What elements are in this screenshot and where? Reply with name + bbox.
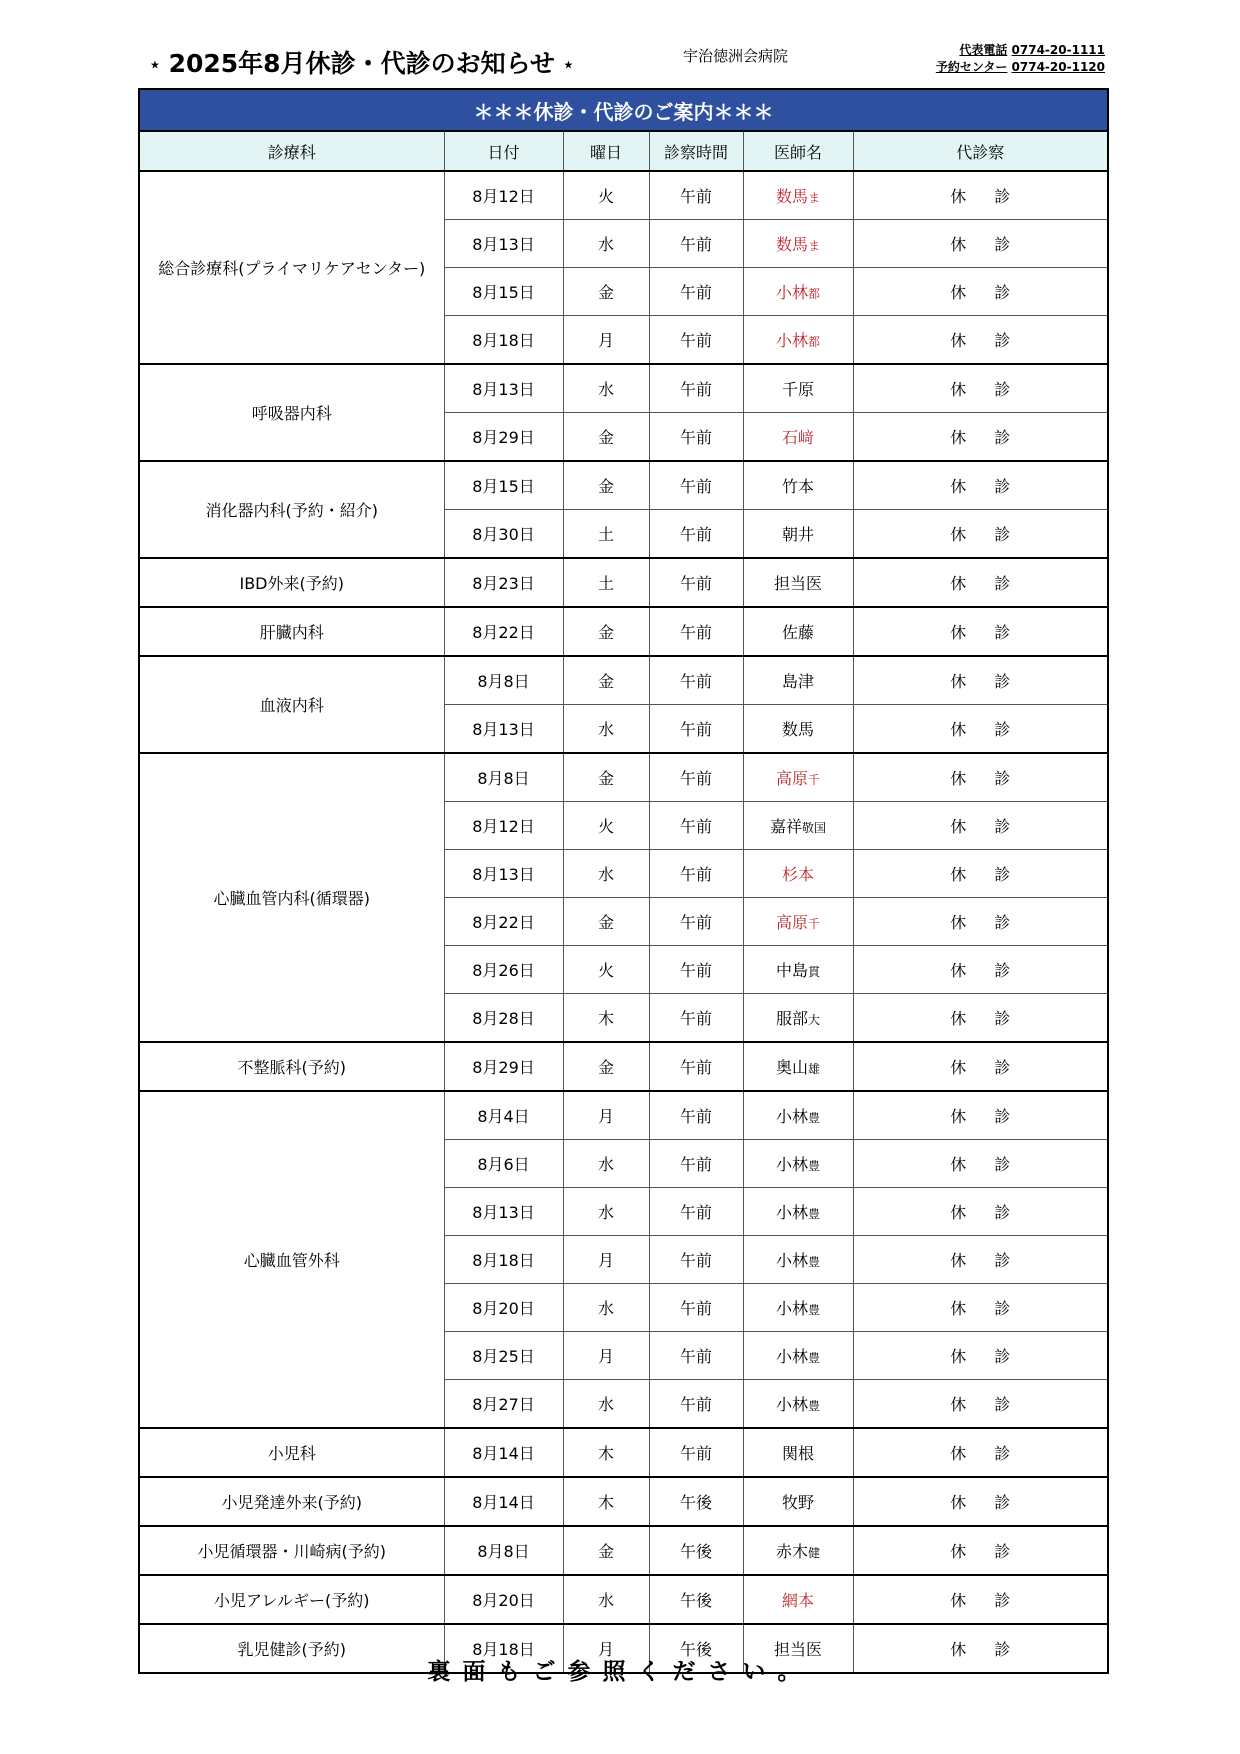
date-cell: 8月22日 — [444, 898, 563, 946]
time-cell: 午前 — [649, 607, 743, 656]
col-header-doctor: 医師名 — [743, 131, 853, 171]
substitute-status: 休診 — [950, 331, 1039, 350]
date-cell: 8月22日 — [444, 607, 563, 656]
doctor-initial: 都 — [808, 335, 821, 349]
substitute-cell — [853, 753, 1108, 802]
date-cell: 8月13日 — [444, 705, 563, 754]
time-cell: 午後 — [649, 1526, 743, 1575]
weekday-cell: 金 — [563, 461, 649, 510]
substitute-status: 休診 — [950, 720, 1039, 739]
weekday-cell: 水 — [563, 1284, 649, 1332]
substitute-status: 休診 — [950, 1009, 1039, 1028]
doctor-initial: 豊 — [808, 1111, 821, 1125]
substitute-cell — [853, 1042, 1108, 1091]
doctor-initial: 雄 — [808, 1062, 821, 1076]
department-cell: 総合診療科(プライマリケアセンター) — [139, 171, 444, 364]
weekday-cell: 水 — [563, 1140, 649, 1188]
time-cell: 午前 — [649, 558, 743, 607]
date-cell: 8月20日 — [444, 1575, 563, 1624]
substitute-status: 休診 — [950, 913, 1039, 932]
star-icon: ★ — [563, 58, 574, 72]
department-cell: 小児科 — [139, 1428, 444, 1477]
date-cell: 8月13日 — [444, 850, 563, 898]
table-row — [139, 1477, 1108, 1526]
substitute-cell — [853, 946, 1108, 994]
substitute-cell — [853, 220, 1108, 268]
time-cell: 午前 — [649, 364, 743, 413]
doctor-name: 朝井 — [781, 525, 814, 544]
table-row — [139, 656, 1108, 705]
doctor-name: 数馬 — [781, 720, 814, 739]
table-row — [139, 364, 1108, 413]
doctor-name: 嘉祥 — [769, 817, 802, 836]
doctor-initial: 豊 — [808, 1159, 821, 1173]
date-cell: 8月8日 — [444, 1526, 563, 1575]
date-cell: 8月12日 — [444, 171, 563, 220]
doctor-name: 関根 — [781, 1444, 814, 1463]
doctor-cell — [743, 1575, 853, 1624]
doctor-initial: 大 — [808, 1013, 821, 1027]
substitute-cell — [853, 850, 1108, 898]
doctor-name: 小林 — [775, 1251, 808, 1270]
time-cell: 午後 — [649, 1624, 743, 1673]
weekday-cell: 水 — [563, 705, 649, 754]
weekday-cell: 金 — [563, 898, 649, 946]
substitute-status: 休診 — [950, 1155, 1039, 1174]
substitute-cell — [853, 1091, 1108, 1140]
substitute-status: 休診 — [950, 1058, 1039, 1077]
phone-main — [900, 42, 1105, 59]
substitute-status: 休診 — [950, 525, 1039, 544]
doctor-initial: ま — [808, 191, 821, 205]
weekday-cell: 水 — [563, 220, 649, 268]
weekday-cell: 金 — [563, 753, 649, 802]
weekday-cell: 火 — [563, 802, 649, 850]
date-cell: 8月23日 — [444, 558, 563, 607]
table-row — [139, 1042, 1108, 1091]
col-header-department: 診療科 — [139, 131, 444, 171]
department-cell: 血液内科 — [139, 656, 444, 753]
table-row — [139, 558, 1108, 607]
doctor-name: 中島 — [775, 961, 808, 980]
substitute-status: 休診 — [950, 574, 1039, 593]
phone-reserve-number: 0774-20-1120 — [1011, 60, 1105, 74]
time-cell: 午前 — [649, 994, 743, 1043]
doctor-name: 小林 — [775, 1299, 808, 1318]
time-cell: 午前 — [649, 1380, 743, 1429]
weekday-cell: 月 — [563, 1236, 649, 1284]
substitute-status: 休診 — [950, 1395, 1039, 1414]
weekday-cell: 水 — [563, 1188, 649, 1236]
col-header-weekday: 曜日 — [563, 131, 649, 171]
department-cell: 不整脈科(予約) — [139, 1042, 444, 1091]
table-row — [139, 461, 1108, 510]
time-cell: 午前 — [649, 1091, 743, 1140]
date-cell: 8月18日 — [444, 316, 563, 365]
doctor-name: 島津 — [781, 672, 814, 691]
weekday-cell: 月 — [563, 1091, 649, 1140]
substitute-cell — [853, 1575, 1108, 1624]
doctor-cell — [743, 413, 853, 462]
substitute-status: 休診 — [950, 1299, 1039, 1318]
substitute-status: 休診 — [950, 817, 1039, 836]
date-cell: 8月6日 — [444, 1140, 563, 1188]
substitute-status: 休診 — [950, 1107, 1039, 1126]
department-cell: 小児アレルギー(予約) — [139, 1575, 444, 1624]
weekday-cell: 金 — [563, 656, 649, 705]
doctor-initial: 敬国 — [802, 821, 827, 835]
doctor-cell — [743, 1042, 853, 1091]
date-cell: 8月18日 — [444, 1236, 563, 1284]
doctor-cell — [743, 607, 853, 656]
substitute-cell — [853, 1526, 1108, 1575]
date-cell: 8月27日 — [444, 1380, 563, 1429]
time-cell: 午前 — [649, 413, 743, 462]
time-cell: 午前 — [649, 656, 743, 705]
weekday-cell: 水 — [563, 364, 649, 413]
substitute-status: 休診 — [950, 1444, 1039, 1463]
table-banner — [139, 89, 1108, 131]
weekday-cell: 木 — [563, 994, 649, 1043]
time-cell: 午前 — [649, 1236, 743, 1284]
time-cell: 午前 — [649, 268, 743, 316]
doctor-cell — [743, 946, 853, 994]
footer-note: 裏面もご参照ください。 — [427, 1659, 813, 1685]
time-cell: 午前 — [649, 1042, 743, 1091]
substitute-cell — [853, 705, 1108, 754]
doctor-name: 高原 — [775, 913, 808, 932]
weekday-cell: 金 — [563, 1526, 649, 1575]
doctor-name: 数馬 — [775, 187, 808, 206]
doctor-cell — [743, 1091, 853, 1140]
doctor-initial: 豊 — [808, 1399, 821, 1413]
doctor-cell — [743, 1140, 853, 1188]
phone-block — [900, 42, 1105, 76]
substitute-cell — [853, 461, 1108, 510]
substitute-cell — [853, 994, 1108, 1043]
time-cell: 午前 — [649, 802, 743, 850]
weekday-cell: 月 — [563, 1332, 649, 1380]
date-cell: 8月28日 — [444, 994, 563, 1043]
time-cell: 午前 — [649, 171, 743, 220]
column-header-row — [139, 131, 1108, 171]
doctor-cell — [743, 898, 853, 946]
weekday-cell: 金 — [563, 268, 649, 316]
date-cell: 8月30日 — [444, 510, 563, 559]
doctor-name: 小林 — [775, 1155, 808, 1174]
substitute-cell — [853, 1236, 1108, 1284]
doctor-cell — [743, 461, 853, 510]
substitute-status: 休診 — [950, 1542, 1039, 1561]
time-cell: 午前 — [649, 220, 743, 268]
schedule-table — [138, 88, 1109, 1674]
substitute-cell — [853, 1284, 1108, 1332]
doctor-cell — [743, 1380, 853, 1429]
weekday-cell: 金 — [563, 1042, 649, 1091]
doctor-cell — [743, 994, 853, 1043]
department-cell: IBD外来(予約) — [139, 558, 444, 607]
doctor-cell — [743, 1188, 853, 1236]
doctor-name: 高原 — [775, 769, 808, 788]
doctor-initial: 貫 — [808, 965, 821, 979]
department-cell: 小児発達外来(予約) — [139, 1477, 444, 1526]
weekday-cell: 金 — [563, 413, 649, 462]
doctor-cell — [743, 802, 853, 850]
doctor-cell — [743, 1284, 853, 1332]
substitute-cell — [853, 316, 1108, 365]
time-cell: 午前 — [649, 898, 743, 946]
weekday-cell: 土 — [563, 558, 649, 607]
table-row — [139, 753, 1108, 802]
date-cell: 8月4日 — [444, 1091, 563, 1140]
weekday-cell: 金 — [563, 607, 649, 656]
doctor-initial: 千 — [808, 773, 821, 787]
doctor-cell — [743, 1428, 853, 1477]
table-row — [139, 607, 1108, 656]
substitute-cell — [853, 1332, 1108, 1380]
time-cell: 午前 — [649, 1188, 743, 1236]
substitute-status: 休診 — [950, 1347, 1039, 1366]
substitute-status: 休診 — [950, 477, 1039, 496]
time-cell: 午前 — [649, 1332, 743, 1380]
weekday-cell: 木 — [563, 1477, 649, 1526]
time-cell: 午前 — [649, 510, 743, 559]
doctor-name: 小林 — [775, 283, 808, 302]
table-row — [139, 1091, 1108, 1140]
substitute-status: 休診 — [950, 623, 1039, 642]
substitute-cell — [853, 510, 1108, 559]
phone-reserve-label: 予約センター — [935, 60, 1008, 74]
doctor-name: 担当医 — [773, 1640, 822, 1659]
date-cell: 8月18日 — [444, 1624, 563, 1673]
doctor-name: 小林 — [775, 331, 808, 350]
time-cell: 午前 — [649, 705, 743, 754]
date-cell: 8月8日 — [444, 753, 563, 802]
doctor-name: 奥山 — [775, 1058, 808, 1077]
department-cell: 肝臓内科 — [139, 607, 444, 656]
substitute-status: 休診 — [950, 428, 1039, 447]
substitute-cell — [853, 413, 1108, 462]
weekday-cell: 月 — [563, 316, 649, 365]
doctor-initial: 豊 — [808, 1303, 821, 1317]
substitute-status: 休診 — [950, 672, 1039, 691]
date-cell: 8月14日 — [444, 1428, 563, 1477]
doctor-name: 小林 — [775, 1395, 808, 1414]
notice-title — [150, 44, 573, 80]
schedule-body — [139, 171, 1108, 1673]
notice-title-text: 2025年8月休診・代診のお知らせ — [168, 49, 555, 78]
date-cell: 8月8日 — [444, 656, 563, 705]
doctor-cell — [743, 268, 853, 316]
doctor-cell — [743, 220, 853, 268]
doctor-cell — [743, 705, 853, 754]
weekday-cell: 土 — [563, 510, 649, 559]
substitute-status: 休診 — [950, 1493, 1039, 1512]
weekday-cell: 水 — [563, 1575, 649, 1624]
substitute-cell — [853, 1188, 1108, 1236]
doctor-initial: ま — [808, 239, 821, 253]
doctor-cell — [743, 558, 853, 607]
substitute-status: 休診 — [950, 865, 1039, 884]
department-cell: 乳児健診(予約) — [139, 1624, 444, 1673]
page-header — [0, 0, 1240, 88]
substitute-status: 休診 — [950, 1251, 1039, 1270]
substitute-cell — [853, 171, 1108, 220]
department-cell: 小児循環器・川崎病(予約) — [139, 1526, 444, 1575]
doctor-initial: 豊 — [808, 1255, 821, 1269]
doctor-name: 小林 — [775, 1107, 808, 1126]
doctor-name: 千原 — [781, 380, 814, 399]
substitute-cell — [853, 656, 1108, 705]
time-cell: 午前 — [649, 850, 743, 898]
doctor-name: 竹本 — [781, 477, 814, 496]
substitute-status: 休診 — [950, 1203, 1039, 1222]
doctor-name: 担当医 — [773, 574, 822, 593]
doctor-cell — [743, 753, 853, 802]
substitute-cell — [853, 364, 1108, 413]
date-cell: 8月13日 — [444, 364, 563, 413]
doctor-name: 赤木 — [775, 1542, 808, 1561]
table-row — [139, 1575, 1108, 1624]
weekday-cell: 月 — [563, 1624, 649, 1673]
doctor-initial: 健 — [808, 1546, 821, 1560]
doctor-cell — [743, 510, 853, 559]
date-cell: 8月15日 — [444, 461, 563, 510]
substitute-cell — [853, 1477, 1108, 1526]
doctor-name: 石﨑 — [781, 428, 814, 447]
weekday-cell: 火 — [563, 946, 649, 994]
time-cell: 午前 — [649, 1284, 743, 1332]
doctor-initial: 都 — [808, 287, 821, 301]
substitute-cell — [853, 268, 1108, 316]
department-cell: 消化器内科(予約・紹介) — [139, 461, 444, 558]
substitute-status: 休診 — [950, 1640, 1039, 1659]
date-cell: 8月26日 — [444, 946, 563, 994]
date-cell: 8月25日 — [444, 1332, 563, 1380]
substitute-cell — [853, 802, 1108, 850]
substitute-status: 休診 — [950, 283, 1039, 302]
time-cell: 午後 — [649, 1477, 743, 1526]
doctor-name: 小林 — [775, 1347, 808, 1366]
phone-reserve — [900, 59, 1105, 76]
doctor-cell — [743, 850, 853, 898]
doctor-initial: 豊 — [808, 1351, 821, 1365]
substitute-status: 休診 — [950, 961, 1039, 980]
date-cell: 8月29日 — [444, 1042, 563, 1091]
substitute-cell — [853, 1380, 1108, 1429]
weekday-cell: 水 — [563, 1380, 649, 1429]
table-row — [139, 1526, 1108, 1575]
substitute-cell — [853, 1428, 1108, 1477]
time-cell: 午後 — [649, 1575, 743, 1624]
date-cell: 8月14日 — [444, 1477, 563, 1526]
doctor-cell — [743, 1526, 853, 1575]
doctor-name: 服部 — [775, 1009, 808, 1028]
doctor-cell — [743, 364, 853, 413]
hospital-name: 宇治徳洲会病院 — [683, 47, 789, 65]
doctor-cell — [743, 1236, 853, 1284]
doctor-name: 杉本 — [781, 865, 814, 884]
date-cell: 8月13日 — [444, 1188, 563, 1236]
table-row — [139, 171, 1108, 220]
substitute-cell — [853, 558, 1108, 607]
department-cell: 心臓血管外科 — [139, 1091, 444, 1428]
substitute-cell — [853, 898, 1108, 946]
time-cell: 午前 — [649, 461, 743, 510]
doctor-cell — [743, 316, 853, 365]
col-header-time: 診察時間 — [649, 131, 743, 171]
doctor-initial: 豊 — [808, 1207, 821, 1221]
time-cell: 午前 — [649, 1428, 743, 1477]
substitute-status: 休診 — [950, 1591, 1039, 1610]
time-cell: 午前 — [649, 1140, 743, 1188]
date-cell: 8月13日 — [444, 220, 563, 268]
substitute-status: 休診 — [950, 769, 1039, 788]
doctor-name: 網本 — [781, 1591, 814, 1610]
time-cell: 午前 — [649, 316, 743, 365]
star-icon: ★ — [150, 58, 160, 72]
date-cell: 8月20日 — [444, 1284, 563, 1332]
doctor-name: 佐藤 — [781, 623, 814, 642]
date-cell: 8月12日 — [444, 802, 563, 850]
doctor-cell — [743, 1332, 853, 1380]
table-banner-text: ＊＊＊休診・代診のご案内＊＊＊ — [139, 89, 1108, 131]
doctor-cell — [743, 171, 853, 220]
substitute-status: 休診 — [950, 187, 1039, 206]
doctor-cell — [743, 656, 853, 705]
substitute-cell — [853, 1140, 1108, 1188]
doctor-cell — [743, 1477, 853, 1526]
weekday-cell: 水 — [563, 850, 649, 898]
department-cell: 心臓血管内科(循環器) — [139, 753, 444, 1042]
weekday-cell: 火 — [563, 171, 649, 220]
weekday-cell: 木 — [563, 1428, 649, 1477]
doctor-name: 数馬 — [775, 235, 808, 254]
substitute-status: 休診 — [950, 380, 1039, 399]
substitute-status: 休診 — [950, 235, 1039, 254]
date-cell: 8月29日 — [444, 413, 563, 462]
doctor-name: 小林 — [775, 1203, 808, 1222]
substitute-cell — [853, 607, 1108, 656]
doctor-name: 牧野 — [781, 1493, 814, 1512]
phone-main-number: 0774-20-1111 — [1011, 43, 1105, 57]
time-cell: 午前 — [649, 946, 743, 994]
time-cell: 午前 — [649, 753, 743, 802]
doctor-initial: 千 — [808, 917, 821, 931]
phone-main-label: 代表電話 — [959, 43, 1008, 57]
date-cell: 8月15日 — [444, 268, 563, 316]
col-header-substitute: 代診察 — [853, 131, 1108, 171]
table-row — [139, 1428, 1108, 1477]
col-header-date: 日付 — [444, 131, 563, 171]
department-cell: 呼吸器内科 — [139, 364, 444, 461]
